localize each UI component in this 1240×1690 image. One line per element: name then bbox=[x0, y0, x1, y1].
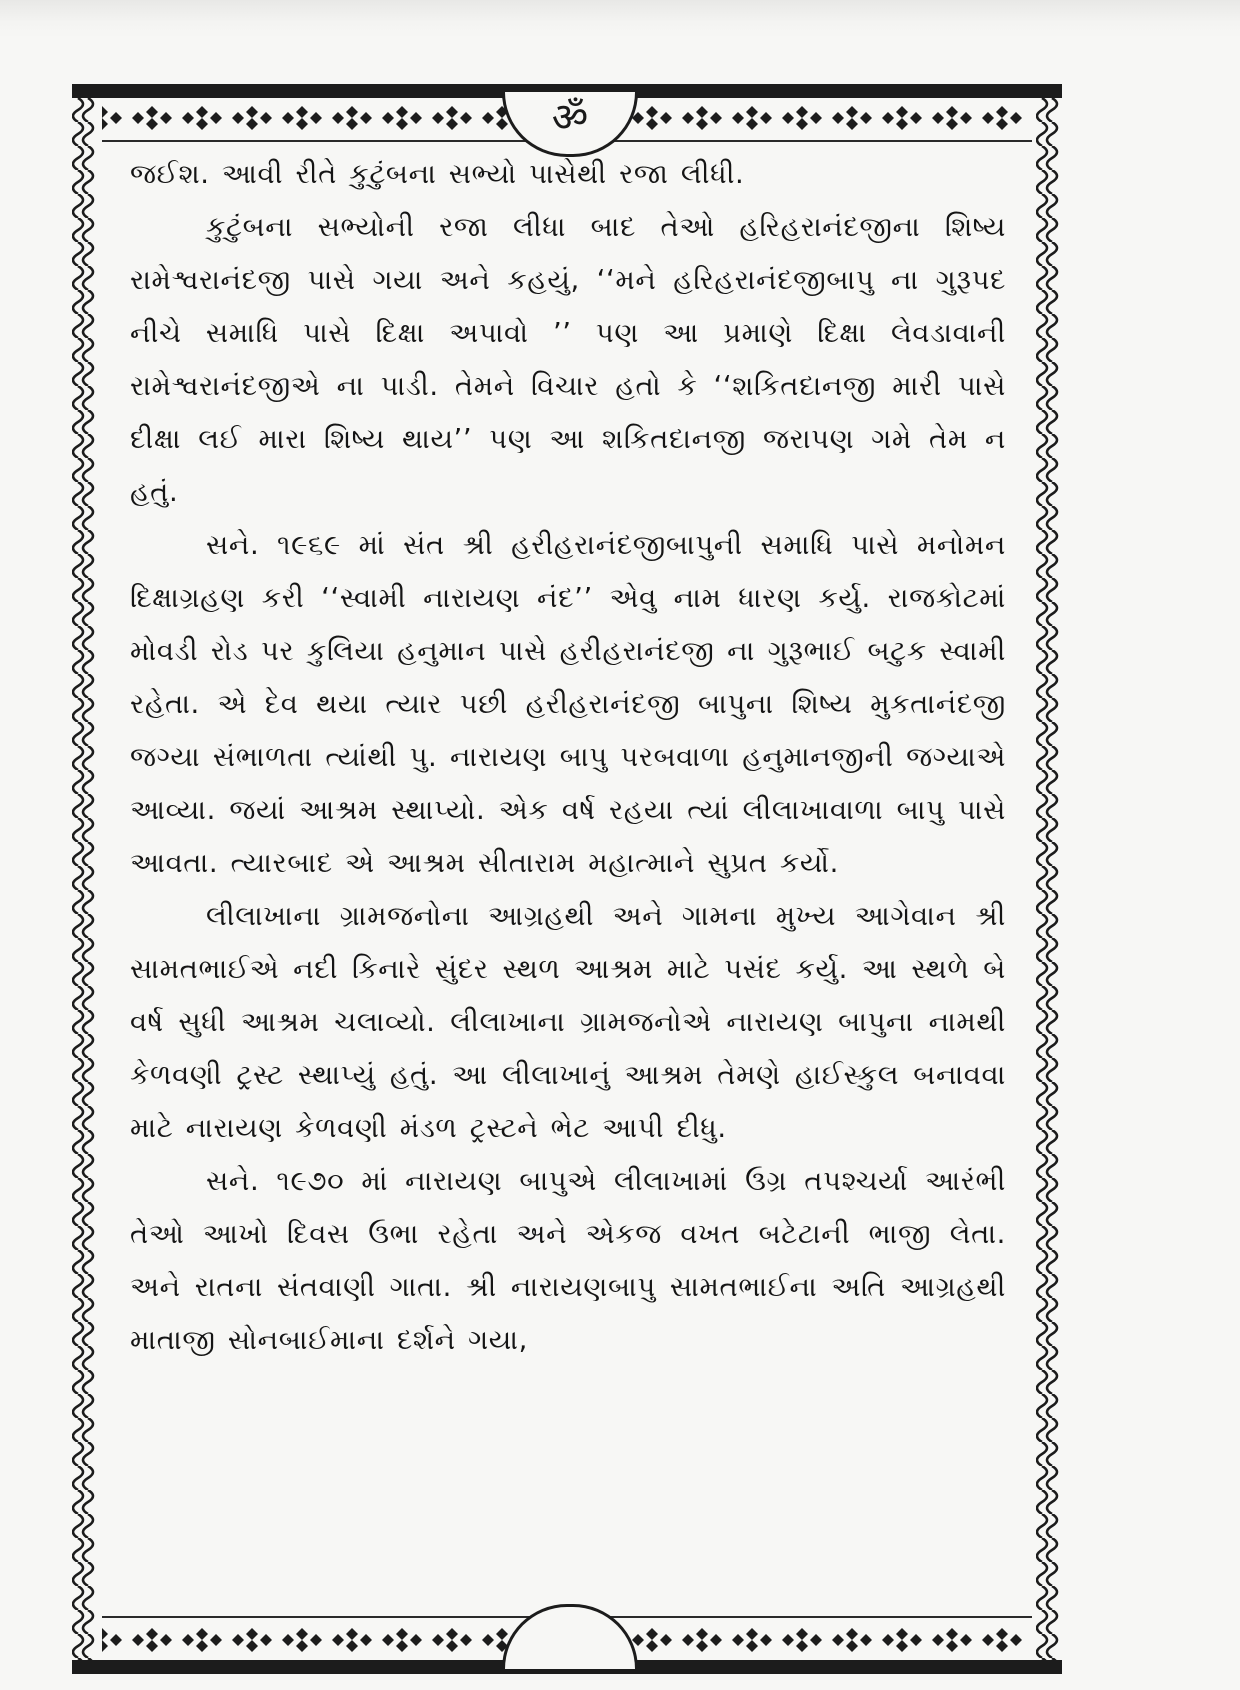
om-symbol: ॐ bbox=[551, 95, 589, 141]
page-frame bbox=[72, 84, 1062, 1674]
paragraph-5: સને. ૧૯૭૦ માં નારાયણ બાપુએ લીલાખામાં ઉગ્ર તપશ્ચર્યા આરંભી તેઓ આખો દિવસ ઉભા રહેતા અને એકજ વખત બટેટાની ભાજી લેતા. અને રાતના સંતવાણી ગાતા. શ્રી નારાયણબાપુ સામતભાઈના અતિ આગ્રહથી માતાજી સોનબાઈમાના દર્શને ગયા, bbox=[130, 1165, 1006, 1356]
left-wavy-border bbox=[72, 98, 98, 1660]
bottom-medallion bbox=[502, 1604, 638, 1669]
page-body-text bbox=[130, 148, 1006, 1367]
paragraph-3: સને. ૧૯૬૯ માં સંત શ્રી હરીહરાનંદજીબાપુની સમાધિ પાસે મનોમન દિક્ષાગ્રહણ કરી ‘‘સ્વામી નારાયણ નંદ’’ એવુ નામ ધારણ કર્યુ. રાજકોટમાં મોવડી રોડ પર કુલિયા હનુમાન પાસે હરીહરાનંદજી ના ગુરૂભાઈ બટુક સ્વામી રહેતા. એ દેવ થયા ત્યાર પછી હરીહરાનંદજી બાપુના શિષ્ય મુકતાનંદજી જગ્યા સંભાળતા ત્યાંથી પુ. નારાયણ બાપુ પરબવાળા હનુમાનજીની જગ્યાએ આવ્યા. જયાં આશ્રમ સ્થાપ્યો. એક વર્ષ રહયા ત્યાં લીલાખાવાળા બાપુ પાસે આવતા. ત્યારબાદ એ આશ્રમ સીતારામ મહાત્માને સુપ્રત કર્યો. bbox=[130, 529, 1006, 879]
scan-shadow bbox=[0, 0, 1240, 38]
paragraph-1: જઈશ. આવી રીતે કુટુંબના સભ્યો પાસેથી રજા લીધી. bbox=[130, 158, 745, 190]
paragraph-2: કુટુંબના સભ્યોની રજા લીધા બાદ તેઓ હરિહરાનંદજીના શિષ્ય રામેશ્વરાનંદજી પાસે ગયા અને કહયું, ‘‘મને હરિહરાનંદજીબાપુ ના ગુરૂપદ નીચે સમાધિ પાસે દિક્ષા અપાવો ’’ પણ આ પ્રમાણે દિક્ષા લેવડાવાની રામેશ્વરાનંદજીએ ના પાડી. તેમને વિચાર હતો કે ‘‘શકિતદાનજી મારી પાસે દીક્ષા લઈ મારા શિષ્ય થાય’’ પણ આ શકિતદાનજી જરાપણ ગમે તેમ ન હતું. bbox=[130, 211, 1006, 508]
right-wavy-border bbox=[1036, 98, 1062, 1660]
paragraph-4: લીલાખાના ગ્રામજનોના આગ્રહથી અને ગામના મુખ્ય આગેવાન શ્રી સામતભાઈએ નદી કિનારે સુંદર સ્થળ આશ્રમ માટે પસંદ કર્યુ. આ સ્થળે બે વર્ષ સુધી આશ્રમ ચલાવ્યો. લીલાખાના ગ્રામજનોએ નારાયણ બાપુના નામથી કેળવણી ટ્રસ્ટ સ્થાપ્યું હતું. આ લીલાખાનું આશ્રમ તેમણે હાઈસ્કુલ બનાવવા માટે નારાયણ કેળવણી મંડળ ટ્રસ્ટને ભેટ આપી દીધુ. bbox=[130, 900, 1006, 1144]
